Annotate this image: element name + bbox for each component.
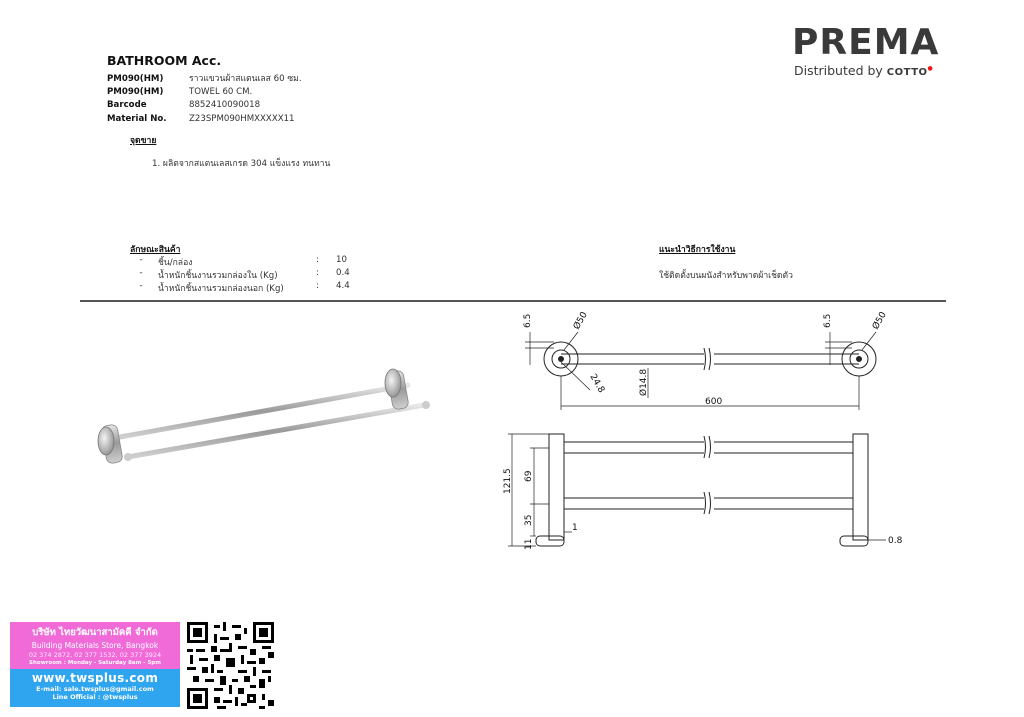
characteristic-row: - ชิ้น/กล่อง : 10 (139, 255, 347, 268)
dim-label: 24.8 (587, 372, 607, 395)
qr-code-icon[interactable] (187, 622, 274, 709)
spec-row (107, 86, 302, 99)
website-link[interactable]: www.twsplus.com (31, 671, 159, 685)
line-official: Line Official : @twsplus (52, 693, 138, 701)
dim-label: 6.5 (823, 313, 833, 328)
dim-label: 6.5 (523, 313, 533, 328)
company-phones: 02 374 2872, 02 377 1532, 02 377 3924 (28, 651, 162, 659)
dim-label: Ø14.8 (639, 368, 649, 396)
dim-label: 600 (705, 397, 723, 407)
rail-rod (128, 405, 424, 457)
dim-label: 69 (524, 470, 534, 482)
email-link[interactable]: E-mail: sale.twsplus@gmail.com (36, 685, 154, 693)
store-banner-top (10, 622, 180, 669)
spec-value: ราวแขวนผ้าสแตนเลส 60 ซม. (189, 74, 302, 84)
spec-table (107, 73, 302, 126)
wall-bracket (98, 424, 123, 464)
spec-key: PM090(HM) (107, 87, 164, 98)
rail-end-cap (422, 401, 430, 409)
spec-value: 8852410090018 (189, 100, 261, 111)
cotto-logo: COTTO (886, 67, 928, 78)
usage-text: ใช้ติดตั้งบนผนังสำหรับพาดผ้าเช็ดตัว (659, 271, 793, 281)
store-banner (10, 622, 180, 707)
spec-value: TOWEL 60 CM. (189, 87, 253, 98)
front-view (508, 434, 886, 546)
dim-label: 0.8 (888, 536, 903, 546)
dim-label: 1 (572, 523, 578, 533)
rail-rod (120, 385, 408, 437)
cotto-dot-icon: ● (927, 64, 933, 72)
dim-label: 121.5 (503, 468, 513, 494)
selling-point-item: 1. ผลิตจากสแตนเลสเกรด 304 แข็งแรง ทนทาน (152, 159, 331, 169)
rail-end-cap (124, 453, 132, 461)
distributed-by-text: Distributed by (794, 63, 883, 78)
spec-key: Barcode (107, 100, 147, 111)
top-view (525, 332, 876, 410)
characteristic-row: - น้ำหนักชิ้นงานรวมกล่องนอก (Kg) : 4.4 (139, 281, 350, 294)
technical-drawing (500, 310, 930, 555)
spec-key: PM090(HM) (107, 74, 164, 84)
wall-bracket (385, 369, 409, 410)
characteristics-list (124, 255, 350, 294)
dim-label: 35 (524, 514, 534, 526)
company-subtitle: Building Materials Store, Bangkok (31, 641, 159, 650)
spec-row (107, 99, 302, 112)
distributed-by-label (794, 63, 933, 78)
product-photo (90, 355, 440, 475)
store-banner-bottom (10, 669, 180, 707)
usage-title: แนะนำวิธีการใช้งาน (659, 245, 736, 255)
dim-label: 11 (524, 538, 534, 550)
spec-key: Material No. (107, 113, 167, 124)
category-title: BATHROOM Acc. (107, 53, 222, 68)
characteristic-row: - น้ำหนักชิ้นงานรวมกล่องใน (Kg) : 0.4 (139, 268, 350, 281)
characteristics-title: ลักษณะสินค้า (130, 245, 181, 255)
dim-label: Ø50 (571, 310, 590, 332)
showroom-hours: Showroom : Monday - Saturday 8am - 5pm (29, 660, 161, 666)
company-name: บริษัท ไทยวัฒนาสามัคคี จำกัด (32, 627, 158, 638)
selling-points-title: จุดขาย (130, 136, 157, 146)
prema-logo: PREMA (792, 22, 940, 63)
spec-value: Z23SPM090HMXXXXX11 (189, 113, 295, 124)
spec-row (107, 73, 302, 86)
spec-row (107, 113, 302, 126)
section-divider (80, 300, 946, 302)
dim-label: Ø50 (870, 310, 889, 332)
